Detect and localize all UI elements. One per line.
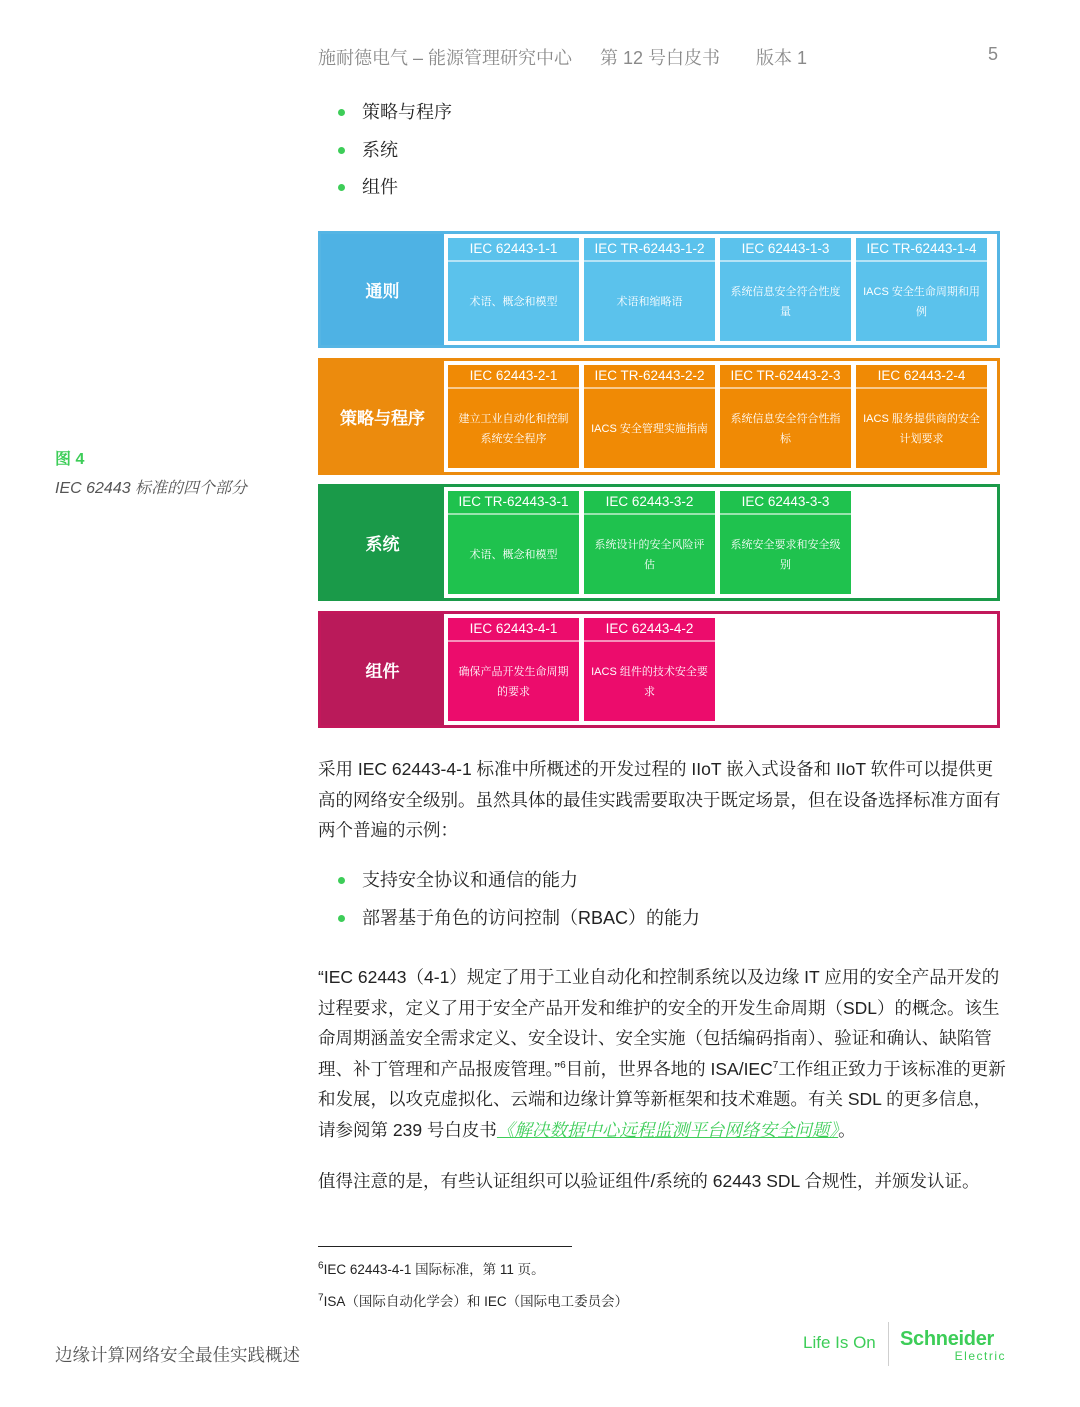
bullet-item: 策略与程序 (336, 99, 452, 137)
standard-card (720, 238, 851, 341)
band-component (318, 611, 1000, 728)
standard-card (856, 365, 987, 468)
standard-card (448, 618, 579, 721)
standard-card (584, 491, 715, 594)
standard-card (720, 365, 851, 468)
standard-description: 系统安全要求和安全级别 (730, 538, 841, 571)
standard-description: 术语和缩略语 (616, 295, 683, 308)
standard-description: 术语、概念和模型 (469, 295, 558, 308)
standard-description: IACS 服务提供商的安全计划要求 (863, 412, 980, 445)
band-label: 策略与程序 (321, 361, 444, 472)
logo-divider (888, 1322, 889, 1366)
header-page-number: 5 (987, 44, 998, 64)
footnote-ref-7: 7 (772, 1059, 779, 1071)
standard-description: 确保产品开发生命周期的要求 (458, 665, 569, 698)
band-general (318, 231, 1000, 348)
schneider-electric-logo (900, 1328, 1006, 1362)
bullet-item: 系统 (336, 137, 452, 175)
footnote-number: 7 (318, 1292, 324, 1304)
body-paragraph-quote (318, 962, 1008, 1145)
figure-label: 图 4 (55, 451, 85, 468)
standard-card (584, 238, 715, 341)
figure-caption: IEC 62443 标准的四个部分 (55, 480, 248, 497)
standard-card (448, 238, 579, 341)
standard-code: IEC 62443-4-1 (448, 618, 579, 642)
footer-document-title: 边缘计算网络安全最佳实践概述 (55, 1345, 300, 1365)
body-paragraph-intro: 采用 IEC 62443-4-1 标准中所概述的开发过程的 IIoT 嵌入式设备和 IIoT 软件可以提供更高的网络安全级别。虽然具体的最佳实践需要取决于既定场景，但在设备选择标准方面有两个普遍的示例： (318, 759, 1001, 840)
logo-wordmark-top: Schneider (900, 1328, 994, 1350)
standard-card (856, 238, 987, 341)
standard-code: IEC 62443-2-1 (448, 365, 579, 389)
standard-code: IEC TR-62443-2-3 (720, 365, 851, 389)
whitepaper-239-link[interactable]: 《解决数据中心远程监测平台网络安全问题》 (496, 1119, 839, 1140)
bullet-item: 支持安全协议和通信的能力 (336, 867, 700, 905)
standard-description: IACS 安全管理实施指南 (591, 422, 708, 435)
standard-code: IEC 62443-4-2 (584, 618, 715, 642)
band-system (318, 484, 1000, 601)
band-policies-procedures (318, 358, 1000, 475)
standard-card (584, 618, 715, 721)
standard-description: IACS 组件的技术安全要求 (591, 665, 708, 698)
footnote-text: ISA（国际自动化学会）和 IEC（国际电工委员会） (323, 1294, 629, 1309)
life-is-on-tagline: Life Is On (803, 1333, 876, 1352)
standard-code: IEC 62443-1-1 (448, 238, 579, 262)
page-header (318, 44, 998, 68)
standard-code: IEC TR-62443-2-2 (584, 365, 715, 389)
criteria-bullet-list (336, 867, 700, 942)
paragraph-end: 。 (838, 1119, 856, 1140)
band-label: 系统 (321, 487, 444, 598)
band-label: 组件 (321, 614, 444, 725)
standard-card (448, 365, 579, 468)
standard-code: IEC 62443-2-4 (856, 365, 987, 389)
standard-code: IEC 62443-1-3 (720, 238, 851, 262)
band-label: 通则 (321, 234, 444, 345)
header-version: 版本 1 (756, 48, 808, 68)
standard-description: 系统信息安全符合性度量 (730, 285, 841, 318)
footnote-6 (318, 1258, 545, 1278)
bullet-item: 部署基于角色的访问控制（RBAC）的能力 (336, 905, 700, 943)
header-paper-number: 第 12 号白皮书 (600, 48, 721, 68)
footnote-ref-6: 6 (560, 1059, 566, 1071)
logo-wordmark-bottom: Electric (954, 1349, 1006, 1363)
paragraph-text: 工作组正致力于该标准的更新和发展，以攻克虚拟化、云端和边缘计算等新框架和技术难题。有关 SDL 的更多信息，请参阅第 239 号白皮书 (318, 1058, 1006, 1140)
standard-description: 系统设计的安全风险评估 (594, 538, 705, 571)
quote-text: “IEC 62443（4-1）规定了用于工业自动化和控制系统以及边缘 IT 应用的安全产品开发的过程要求，定义了用于安全产品开发和维护的安全的开发生命周期（SDL）的概念。该生命周期涵盖安全需求定义、安全设计、安全实施（包括编码指南）、验证和确认、缺陷管理、补丁管理和产品报废管理。” (318, 967, 1000, 1079)
footnote-7 (318, 1290, 628, 1310)
standard-description: 建立工业自动化和控制系统安全程序 (458, 412, 569, 445)
body-paragraph-certification: 值得注意的是，有些认证组织可以验证组件/系统的 62443 SDL 合规性，并颁发认证。 (318, 1171, 980, 1191)
top-bullet-list (336, 99, 452, 212)
standard-code: IEC TR-62443-1-2 (584, 238, 715, 262)
standard-description: IACS 安全生命周期和用例 (863, 285, 980, 318)
iec62443-diagram (318, 231, 1000, 730)
standard-description: 术语、概念和模型 (469, 548, 558, 561)
standard-code: IEC TR-62443-1-4 (856, 238, 987, 262)
standard-code: IEC 62443-3-3 (720, 491, 851, 515)
paragraph-text: 目前，世界各地的 ISA/IEC (565, 1058, 773, 1079)
footnote-text: IEC 62443-4-1 国际标准，第 11 页。 (323, 1262, 545, 1277)
standard-card (720, 491, 851, 594)
standard-card (448, 491, 579, 594)
footnote-number: 6 (318, 1260, 324, 1272)
standard-description: 系统信息安全符合性指标 (730, 412, 841, 445)
bullet-item: 组件 (336, 174, 452, 212)
footnote-divider (318, 1246, 572, 1247)
standard-code: IEC TR-62443-3-1 (448, 491, 579, 515)
standard-card (584, 365, 715, 468)
header-org: 施耐德电气 – 能源管理研究中心 (318, 48, 573, 68)
standard-code: IEC 62443-3-2 (584, 491, 715, 515)
